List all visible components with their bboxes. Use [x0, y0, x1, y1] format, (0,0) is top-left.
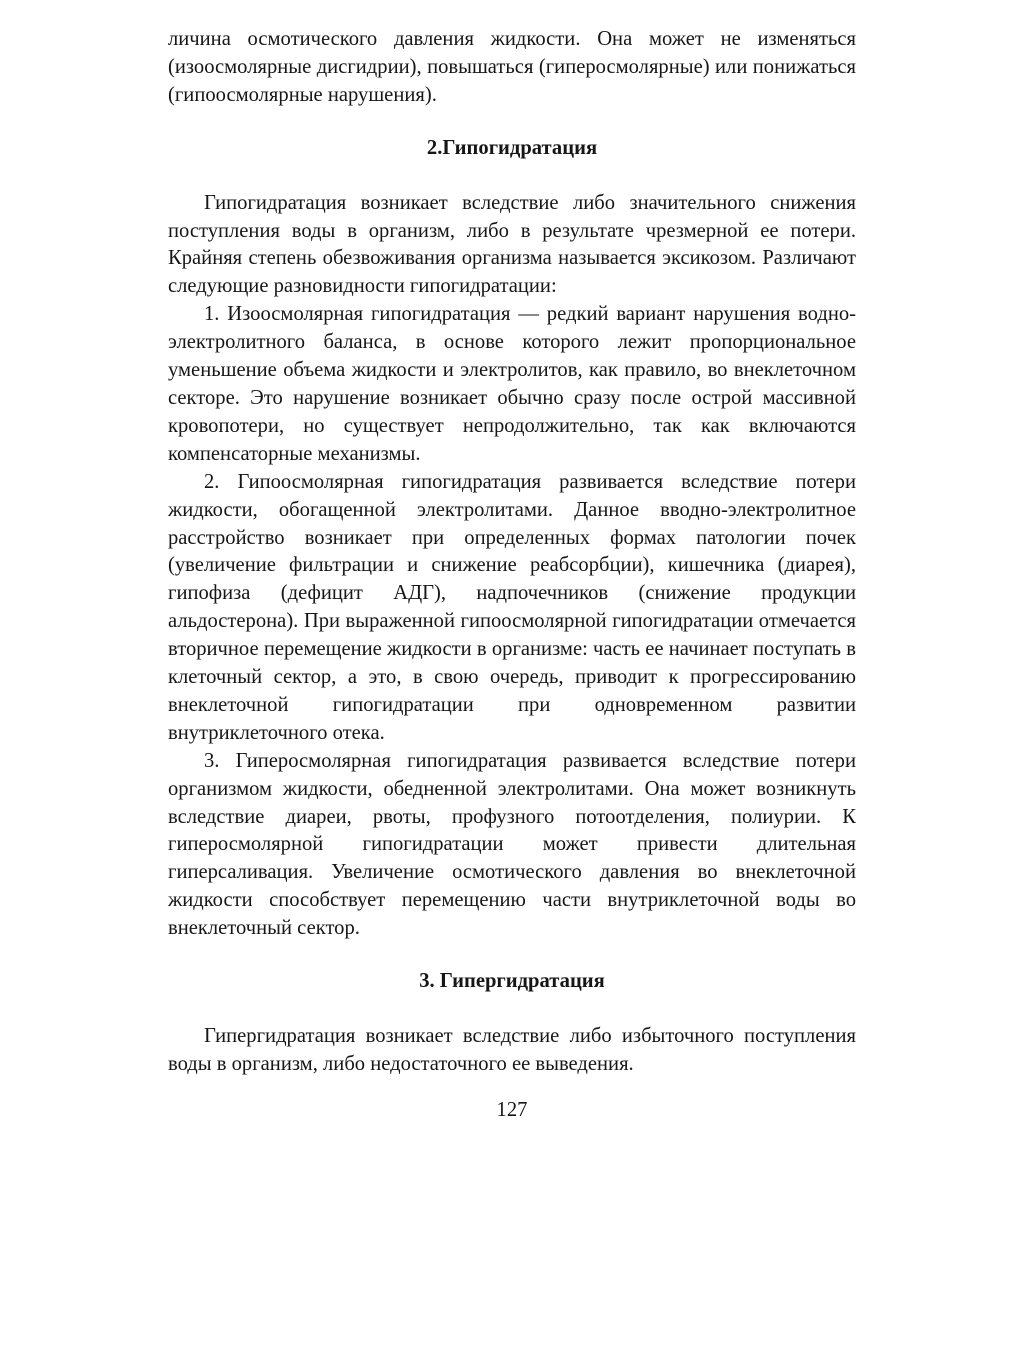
intro-paragraph: личина осмотического давления жидкости. Она может не изменяться (изоосмолярные дисгидрии), повышаться (гиперосмолярные) или понижаться (гипоосмолярные нарушения). [168, 28, 856, 106]
hyperhydration-intro-paragraph: Гипергидратация возникает вследствие либо избыточного поступления воды в организм, либо недостаточного ее выведения. [168, 1025, 856, 1075]
document-page [168, 26, 856, 1125]
list-item-hyperosmolar: 3. Гиперосмолярная гипогидратация развивается вследствие потери организмом жидкости, обедненной электролитами. Она может возникнуть вследствие диареи, рвоты, профузного потоотделения, полиурии. К гиперосмолярной гипогидратации может привести длительная гиперсаливация. Увеличение осмотического давления во внеклеточной жидкости способствует перемещению части внутриклеточной воды во внеклеточный сектор. [168, 749, 856, 940]
list-item-isoosmolar: 1. Изоосмолярная гипогидратация — редкий вариант нарушения водно-электролитного баланса, в основе которого лежит пропорциональное уменьшение объема жидкости и электролитов, как правило, во внеклеточном секторе. Это нарушение возникает обычно сразу после острой массивной кровопотери, но существует непродолжительно, так как включаются компенсаторные механизмы. [168, 303, 856, 465]
page-number: 127 [496, 1098, 528, 1121]
section-heading-hyperhydration: 3. Гипергидратация [419, 970, 605, 993]
hypohydration-intro-paragraph: Гипогидратация возникает вследствие либо значительного снижения поступления воды в организм, либо в результате чрезмерной ее потери. Крайняя степень обезвоживания организма называется эксикозом. Различают следующие разновидности гипогидратации: [168, 191, 856, 298]
list-item-hypoosmolar: 2. Гипоосмолярная гипогидратация развивается вследствие потери жидкости, обогащенной электролитами. Данное вводно-электролитное расстройство возникает при определенных формах патологии почек (увеличение фильтрации и снижение реабсорбции), кишечника (диарея), гипофиза (дефицит АДГ), надпочечников (снижение продукции альдостерона). При выраженной гипоосмолярной гипогидратации отмечается вторичное перемещение жидкости в организме: часть ее начинает поступать в клеточный сектор, а это, в свою очередь, приводит к прогрессированию внеклеточной гипогидратации при одновременном развитии внутриклеточного отека. [168, 470, 856, 744]
section-heading-hypohydration: 2.Гипогидратация [426, 136, 598, 159]
